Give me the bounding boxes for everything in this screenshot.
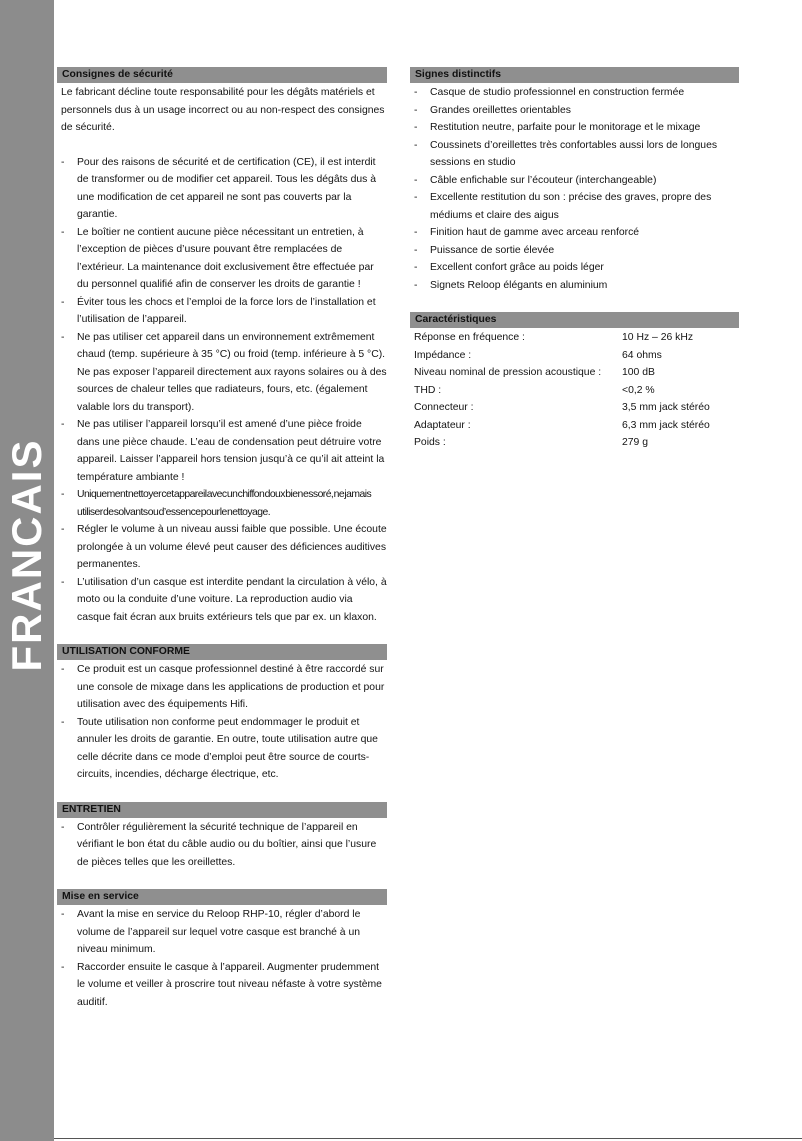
list-item: - Ne pas utiliser l’appareil lorsqu’il est amené d’une pièce froide dans une pièce chaude. L’eau de condensation peut détruire votre appareil. Laisser l’appareil hors tension jusqu’à ce qu’il ait atteint la température ambiante ! [57,416,387,486]
safety-list [57,154,387,627]
list-item: - Avant la mise en service du Reloop RHP-10, régler d’abord le volume de l’appareil sur lequel votre casque est branché à un niveau minimum. [57,906,387,959]
list-item: - Le boîtier ne contient aucune pièce nécessitant un entretien, à l’exception de pièces d’usure pouvant être remplacées de l’extérieur. La maintenance doit exclusivement être effectuée par du personnel qualifié afin de conserver les droits de garantie ! [57,224,387,294]
list-item: - Ce produit est un casque professionnel destiné à être raccordé sur une console de mixage dans les applications de production et pour utilisation avec des équipements Hifi. [57,661,387,714]
list-item: - Puissance de sortie élevée [410,242,739,260]
spec-row [410,434,739,452]
spec-label: THD : [414,384,442,396]
list-item: - Régler le volume à un niveau aussi faible que possible. Une écoute prolongée à un volume élevé peut causer des déficiences auditives permanentes. [57,521,387,574]
setup-header: Mise en service [57,889,387,905]
spec-label: Poids : [414,437,446,448]
features-header: Signes distinctifs [410,67,739,83]
list-item: - Coussinets d’oreillettes très confortables aussi lors de longues sessions en studio [410,137,739,172]
list-item: - Raccorder ensuite le casque à l’appareil. Augmenter prudemment le volume et veiller à proscrire tout niveau néfaste à votre système auditif. [57,959,387,1012]
language-label: FRANCAIS [3,438,50,672]
maintenance-header: ENTRETIEN [57,802,387,818]
spec-label: Impédance : [414,349,472,361]
specs-header: Caractéristiques [410,312,739,328]
spec-row [410,399,739,417]
spec-row [410,382,739,400]
spec-row [410,417,739,435]
list-item: - Éviter tous les chocs et l’emploi de la force lors de l’installation et l’utilisation de l’appareil. [57,294,387,329]
spec-value: 10 Hz – 26 kHz [622,332,694,343]
language-sidebar [0,0,54,1141]
list-item: - Excellente restitution du son : précise des graves, propre des médiums et claire des aigus [410,189,739,224]
spec-row [410,364,739,382]
left-column [57,67,387,1011]
right-column [410,67,739,452]
list-item: - Contrôler régulièrement la sécurité technique de l’appareil en vérifiant le bon état du câble audio ou du boîtier, ainsi que l’usure de pièces telles que les oreillettes. [57,819,387,872]
list-item: - Toute utilisation non conforme peut endommager le produit et annuler les droits de garantie. En outre, toute utilisation autre que celle décrite dans ce mode d’emploi peut être source de courts-circuits, incendies, décharge électrique, etc. [57,714,387,784]
list-item: - Pour des raisons de sécurité et de certification (CE), il est interdit de transformer ou de modifier cet appareil. Tous les dégâts dus à une modification de cet appareil ne sont pas couverts par la garantie. [57,154,387,224]
spec-value: 3,5 mm jack stéréo [622,402,710,413]
spec-value: 279 g [622,437,649,448]
list-item: - Câble enfichable sur l’écouteur (interchangeable) [410,172,739,190]
spec-label: Connecteur : [414,402,474,413]
spec-value: 64 ohms [622,349,662,361]
list-item: - Restitution neutre, parfaite pour le monitorage et le mixage [410,119,739,137]
list-item: - Excellent confort grâce au poids léger [410,259,739,277]
features-list [410,84,739,294]
list-item: - Grandes oreillettes orientables [410,102,739,120]
spec-value: 100 dB [622,367,655,378]
list-item: - Finition haut de gamme avec arceau renforcé [410,224,739,242]
intended-use-list [57,661,387,784]
spec-row [410,329,739,347]
list-item: - L’utilisation d’un casque est interdite pendant la circulation à vélo, à moto ou la conduite d’une voiture. La reproduction audio via casque fait écran aux bruits extérieurs tels que par ex. un klaxon. [57,574,387,627]
list-item: - Uniquement nettoyer cet appareil avec un chiffon doux bien essoré, ne jamais utiliser de solvants ou d’essence pour le nettoyage. [57,486,387,521]
maintenance-list [57,819,387,872]
list-item: - Signets Reloop élégants en aluminium [410,277,739,295]
spec-label: Adaptateur : [414,419,471,431]
list-item: - Casque de studio professionnel en construction fermée [410,84,739,102]
bottom-rule [54,1138,802,1139]
list-item: - Ne pas utiliser cet appareil dans un environnement extrêmement chaud (temp. supérieure à 35 °C) ou froid (temp. inférieure à 5 °C). Ne pas exposer l’appareil directement aux rayons solaires ou à des sources de chaleur telles que radiateurs, fours, etc. (également valable lors du transport). [57,329,387,417]
safety-intro: Le fabricant décline toute responsabilité pour les dégâts matériels et personnels dus à un usage incorrect ou au non-respect des consignes de sécurité. [61,87,385,133]
setup-list [57,906,387,1011]
safety-header: Consignes de sécurité [57,67,387,83]
spec-label: Niveau nominal de pression acoustique : [414,367,602,378]
spec-label: Réponse en fréquence : [414,332,525,343]
spec-row [410,347,739,365]
spec-value: <0,2 % [622,384,655,396]
spec-value: 6,3 mm jack stéréo [622,419,710,431]
specs-table [410,329,739,452]
intended-use-header: UTILISATION CONFORME [57,644,387,660]
